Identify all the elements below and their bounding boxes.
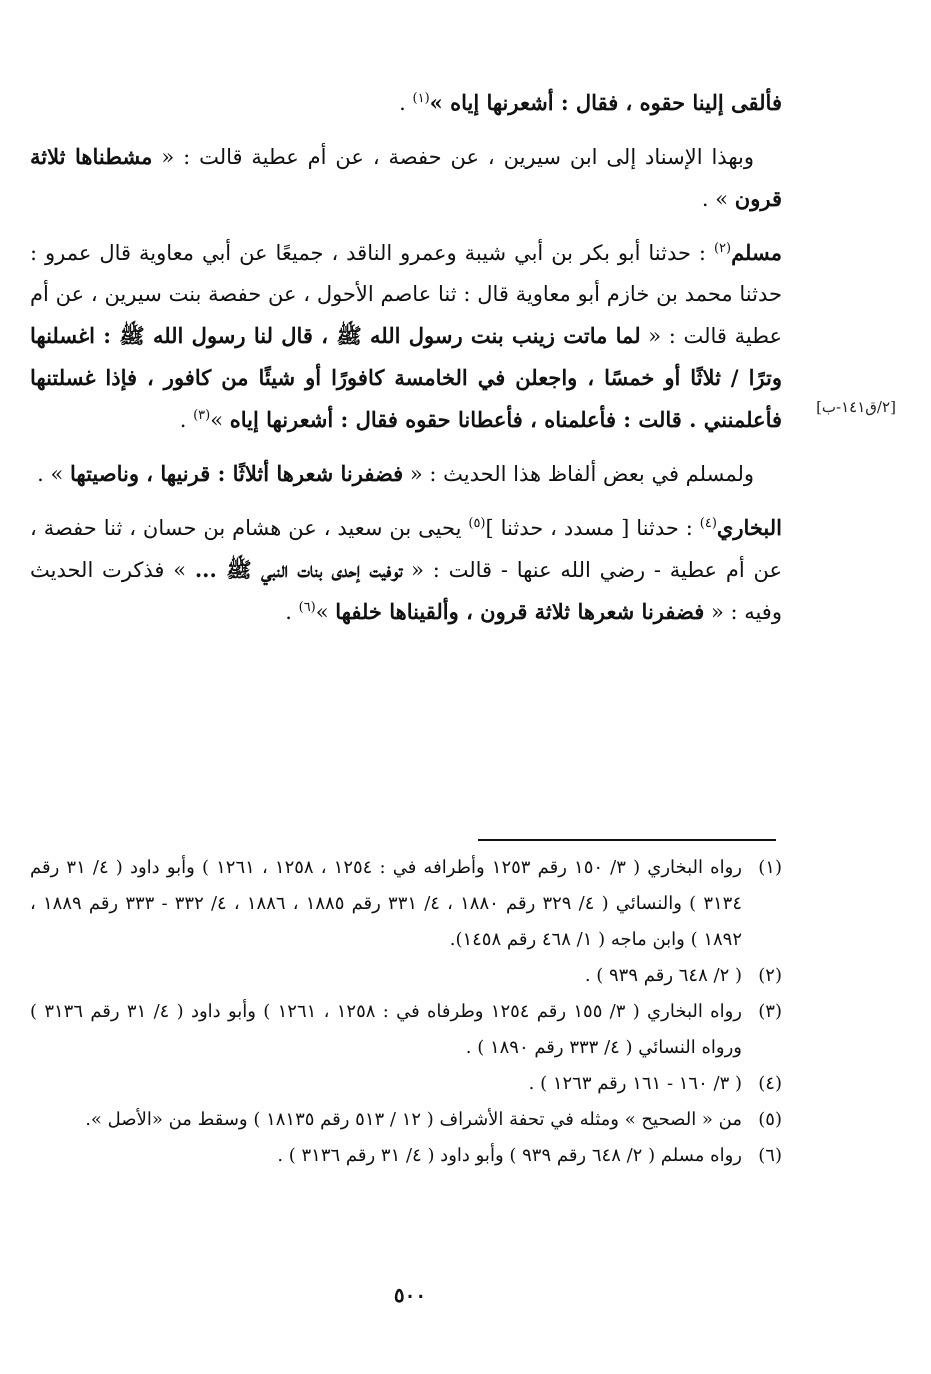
paragraph — [30, 82, 782, 124]
narration-text: يحيى بن سعيد ، عن هشام بن حسان ، ثنا حفصة ، عن أم عطية - رضي الله عنها - قالت : « — [30, 516, 782, 582]
paragraph — [30, 232, 782, 441]
hadith-text: مشطناها ثلاثة قرون — [30, 144, 782, 211]
footnote-reference: (٥) — [468, 516, 486, 531]
hadith-text: مسلم — [731, 240, 782, 265]
footnote-text: رواه البخاري ( ٣/ ١٥٠ رقم ١٢٥٣ وأطرافه في : ١٢٥٤ ، ١٢٥٨ ، ١٢٦١ ) وأبو داود ( ٤/ ٣١ رقم ٣١٣٤ ) والنسائي ( ٤/ ٣٢٩ رقم ١٨٨٠ ، ٤/ ٣٣١ رقم ١٨٨٥ ، ١٨٨٦ ، ٤/ ٣٣٢ - ٣٣٣ رقم ١٨٨٩ ، ١٨٩٢ ) وابن ماجه ( ١/ ٤٦٨ رقم ١٤٥٨). — [30, 857, 742, 950]
manuscript-folio-note: [٢/ق١٤١-ب] — [816, 398, 896, 416]
hadith-text: البخاري — [716, 515, 782, 540]
footnote-text: من « الصحيح » ومثله في تحفة الأشراف ( ١٢ / ٥١٣ رقم ١٨١٣٥ ) وسقط من «الأصل ». — [85, 1109, 742, 1130]
paragraph — [30, 453, 782, 495]
narration-text: » . — [37, 462, 70, 486]
narration-text: . — [399, 91, 413, 115]
footnote-separator — [478, 839, 776, 841]
narration-text: » فذكرت الحديث وفيه : « — [30, 558, 782, 624]
footnote-reference: (١) — [412, 91, 430, 106]
footnote — [30, 1066, 782, 1102]
footnote-text: رواه مسلم ( ٢/ ٦٤٨ رقم ٩٣٩ ) وأبو داود ( ٤/ ٣١ رقم ٣١٣٦ ) . — [277, 1145, 742, 1166]
narration-text: » — [210, 408, 230, 432]
narration-text: . — [285, 600, 299, 624]
footnote — [30, 1138, 782, 1174]
footnotes — [30, 850, 782, 1174]
footnote-number: (٢) — [758, 965, 782, 986]
footnote-text: ( ٣/ ١٦٠ - ١٦١ رقم ١٢٦٣ ) . — [528, 1073, 742, 1094]
hadith-text: فضفرنا شعرها أثلاثًا : قرنيها ، وناصيتها — [70, 461, 404, 486]
narration-text: . — [179, 408, 194, 432]
footnote — [30, 1102, 782, 1138]
footnote-reference: (٤) — [699, 516, 717, 531]
narration-text: » — [315, 600, 336, 624]
hadith-text: فألقى إلينا حقوه ، فقال : أشعرنها إياه » — [429, 90, 782, 115]
main-text — [30, 82, 782, 645]
footnote-reference: (٢) — [713, 241, 732, 256]
footnote-number: (٦) — [758, 1145, 782, 1166]
paragraph — [30, 507, 782, 633]
narration-text: » . — [701, 187, 735, 211]
hadith-text: لما ماتت زينب بنت رسول الله ﷺ ، قال لنا رسول الله ﷺ : اغسلنها وترًا / ثلاثًا أو خمسًا ، واجعلن في الخامسة كافورًا أو شيئًا من كافور ، فإذا غسلتنها فأعلمنني . قالت : فأعلمناه ، فأعطانا حقوه فقال : أشعرنها إياه — [30, 323, 782, 432]
footnote — [30, 994, 782, 1066]
narration-text: : حدثنا [ مسدد ، حدثنا ] — [485, 516, 700, 540]
narration-text: ولمسلم في بعض ألفاظ هذا الحديث : « — [403, 462, 754, 486]
page-number: ٥٠٠ — [393, 1283, 427, 1307]
footnote-text: ( ٢/ ٦٤٨ رقم ٩٣٩ ) . — [584, 965, 742, 986]
footnote-number: (٤) — [758, 1073, 782, 1094]
footnote-number: (٥) — [758, 1109, 782, 1130]
narration-text: وبهذا الإسناد إلى ابن سيرين ، عن حفصة ، عن أم عطية قالت : « — [152, 145, 754, 169]
footnote-text: رواه البخاري ( ٣/ ١٥٥ رقم ١٢٥٤ وطرفاه في : ١٢٥٨ ، ١٢٦١ ) وأبو داود ( ٤/ ٣١ رقم ٣١٣٦ ) ورواه النسائي ( ٤/ ٣٣٣ رقم ١٨٩٠ ) . — [30, 1001, 742, 1058]
paragraph — [30, 136, 782, 220]
narration-text: : حدثنا أبو بكر بن أبي شيبة وعمرو الناقد ، جميعًا عن أبي معاوية قال عمرو : حدثنا محمد بن خازم أبو معاوية قال : ثنا عاصم الأحول ، عن حفصة بنت سيرين ، عن أم عطية قالت : « — [30, 241, 782, 348]
footnote-reference: (٦) — [298, 600, 316, 615]
footnote-number: (٣) — [758, 1001, 782, 1022]
hadith-text: توفيت إحدى بنات النبي ﷺ ... — [194, 557, 403, 582]
footnote — [30, 850, 782, 958]
footnote-number: (١) — [758, 857, 782, 878]
footnote — [30, 958, 782, 994]
hadith-text: فضفرنا شعرها ثلاثة قرون ، وألقيناها خلفها — [335, 599, 705, 624]
footnote-reference: (٣) — [193, 408, 211, 423]
